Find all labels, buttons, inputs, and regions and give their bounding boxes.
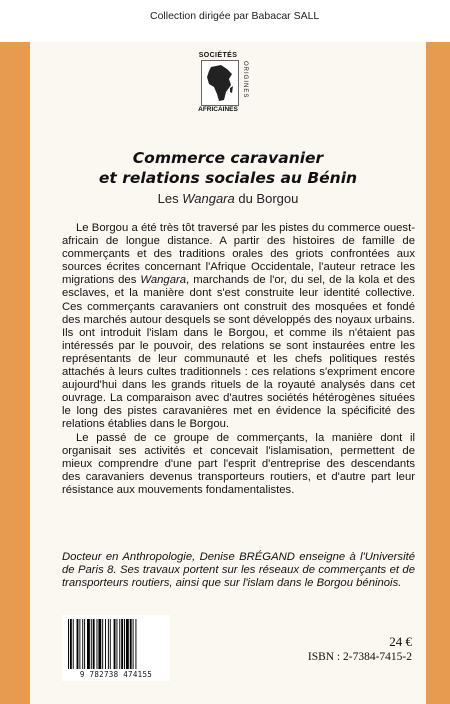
book-title: [30, 148, 426, 188]
subtitle-italic: Wangara: [182, 191, 235, 206]
blurb: [62, 222, 415, 497]
africa-map-icon: [201, 60, 239, 106]
barcode-digits: 9 782738 474155: [79, 670, 153, 679]
logo-word-bottom: AFRICAINES: [198, 106, 238, 113]
collection-line: Collection dirigée par Babacar SALL: [150, 10, 320, 22]
isbn: ISBN : 2-7384-7415-2: [307, 651, 412, 663]
subtitle-pre: Les: [157, 191, 183, 206]
blurb-paragraph-1: [62, 222, 415, 432]
title-line-1: Commerce caravanier: [132, 149, 324, 167]
logo-word-top: SOCIÉTÉS: [198, 52, 238, 59]
blurb-p1-part-a: Le Borgou a été très tôt traversé par les pistes du commerce ouest-africain de longue distance. A partir des histoires de famille de commerçants et des traditions orales des griots confrontées aux sources écrites concernant l'Afrique Occidentale, l'auteur retrace les migrations des: [62, 222, 415, 287]
author-note: Docteur en Anthropologie, Denise BRÉGAND enseigne à l'Université de Paris 8. Ses travaux portent sur les réseaux de commerçants et de transporteurs routiers, ainsi que sur l'islam dans le Borgou béninois.: [62, 551, 415, 590]
blurb-p1-part-b: , marchands de l'or, du sel, de la kola et des esclaves, et la manière dont s'est construite leur identité collective. Ces commerçants caravaniers ont construit des mosquées et fondé des marchés autour desquels se sont développés des noyaux urbains. Ils ont introduit l'islam dans le Borgou, et comme ils n'étaient pas intéressés par le pouvoir, des relations se sont instaurées entre les représentants de leur communauté et les chefs politiques restés attachés à leurs cultes traditionnels : ces relations s'expriment encore aujourd'hui dans les grands rituels de la royauté analysés dans cet ouvrage. La comparaison avec d'autres sociétés hétérogènes situées le long des pistes caravanières met en évidence la spécificité des relations établies dans le Borgou.: [62, 274, 415, 431]
blurb-paragraph-2: Le passé de ce groupe de commerçants, la manière dont il organisait ses activités et concevait l'islamisation, permettent de mieux comprendre d'une part l'esprit d'entreprise des descendants des caravaniers devenus transporteurs routiers, et d'autre part leur résistance aux mouvements fondamentalistes.: [62, 431, 415, 496]
barcode: [62, 615, 170, 681]
title-line-2: et relations sociales au Bénin: [98, 169, 358, 187]
logo-word-side: ORIGINES: [242, 61, 248, 99]
book-subtitle: [30, 191, 426, 206]
blurb-p1-italic: Wangara: [140, 274, 187, 287]
publisher-logo: [196, 52, 252, 122]
price: 24 €: [389, 634, 412, 649]
header-strip: [0, 0, 450, 42]
subtitle-post: du Borgou: [234, 191, 299, 206]
barcode-bars: [68, 619, 164, 669]
